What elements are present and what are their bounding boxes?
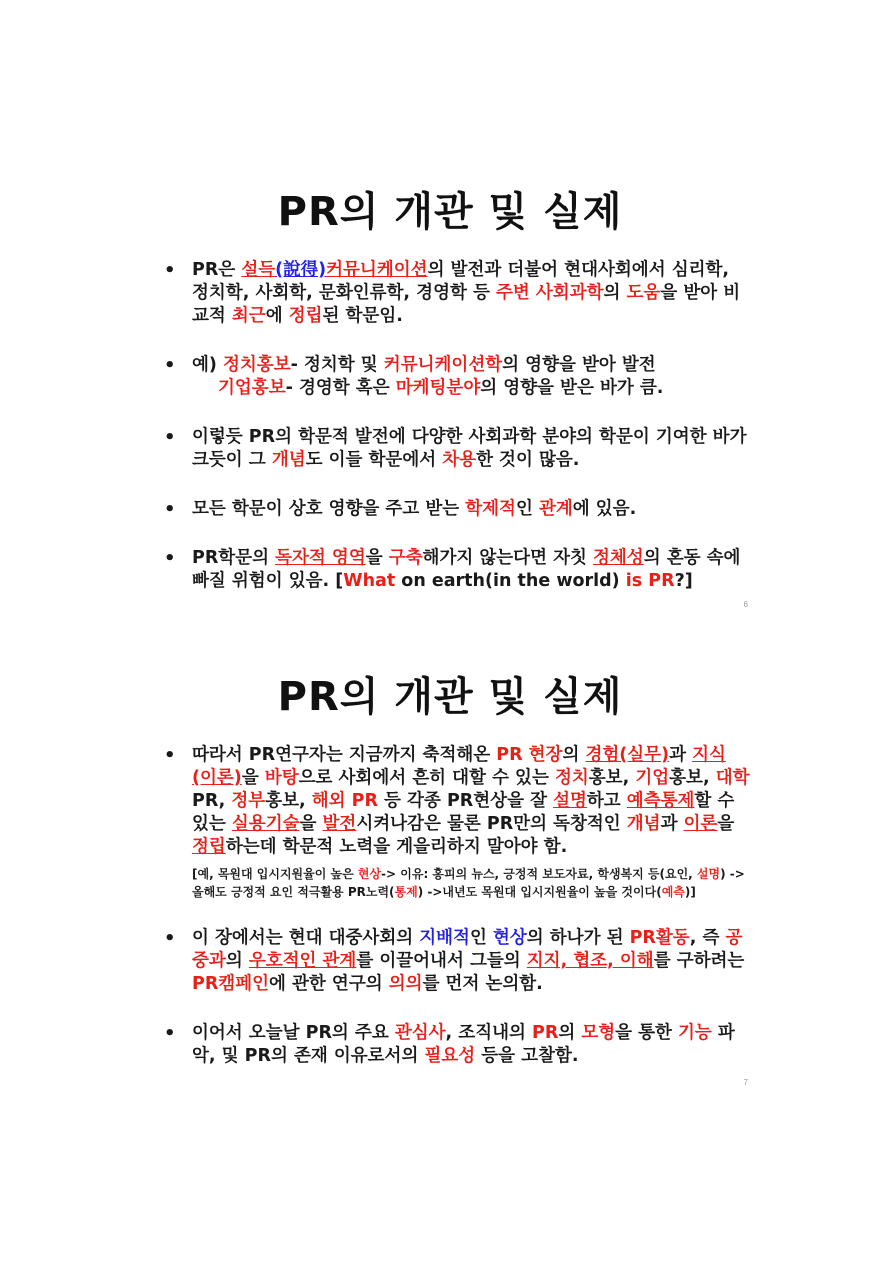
highlighted-term: What	[343, 571, 396, 591]
highlighted-term: 필요성	[424, 1046, 476, 1066]
highlighted-term: 정치홍보	[223, 355, 291, 375]
text-run: 을	[717, 814, 735, 834]
text-run: 을	[241, 768, 265, 788]
text-run: PR,	[192, 791, 232, 811]
highlighted-term: 커뮤니케이션	[326, 260, 428, 280]
text-run: 홍보,	[588, 768, 636, 788]
highlighted-term: 설명	[553, 791, 587, 811]
text-run: 시켜나감은 물론 PR만의 독창적인	[356, 814, 627, 834]
highlighted-term: 구축	[388, 548, 423, 568]
text-run: 된 학문임.	[322, 306, 403, 326]
highlighted-term: 지지, 협조, 이해	[526, 951, 654, 971]
slide-1	[150, 180, 750, 619]
bullet-item	[150, 354, 750, 400]
highlighted-term: 설득	[241, 260, 276, 280]
text-run: , 즉	[689, 928, 726, 948]
text-run: 파악, 및 PR의 존재 이유로서의	[192, 1023, 735, 1066]
text-run: 의 발전과 더불어 현대사회에서 심리학, 정치학, 사회학, 문화인류학, 경영학 등	[192, 260, 730, 303]
text-run: - 정치학 및	[290, 355, 384, 375]
text-run: )]	[684, 885, 696, 899]
text-run: ) ->내년도 목원대 입시지원율이 높을 것이다(	[417, 885, 662, 899]
text-run: ) -> 올해도 긍정적 요인 적극활용 PR노력(	[192, 867, 745, 899]
text-run: ?]	[674, 571, 693, 591]
text-run: 에	[265, 306, 289, 326]
text-run: 의	[225, 951, 249, 971]
highlighted-term: 경험(실무)	[585, 745, 670, 765]
highlighted-term: 주변 사회과학	[495, 283, 604, 303]
highlighted-term: 현상	[357, 867, 382, 881]
bullet-item	[150, 547, 750, 593]
highlighted-term: 정치	[554, 768, 589, 788]
highlighted-term: 의의	[388, 974, 423, 994]
text-run: 의	[562, 745, 586, 765]
text-run: 에 있음.	[572, 499, 637, 519]
text-run: 를 구하려는	[653, 951, 745, 971]
highlighted-term: 예측	[661, 885, 685, 899]
bullet-list	[150, 744, 750, 1068]
highlighted-term: 개념	[626, 814, 661, 834]
text-run: PR학문의	[192, 548, 276, 568]
highlighted-term: 지배적	[419, 928, 470, 948]
text-run: 등을 고찰함.	[475, 1046, 579, 1066]
highlighted-term: PR	[532, 1023, 559, 1043]
text-run: 한 것이 많음.	[476, 450, 580, 470]
highlighted-term: 도움	[626, 283, 661, 303]
highlighted-term: 공중과	[192, 928, 743, 971]
highlighted-term: 예측통제	[626, 791, 695, 811]
highlighted-term: 정부	[231, 791, 266, 811]
text-run: 을 받아 비교적	[192, 283, 741, 326]
page-number: 7	[743, 1078, 748, 1087]
text-run: 의	[603, 283, 627, 303]
bullet-line	[192, 377, 750, 400]
bullet-list	[150, 259, 750, 593]
text-run: 과	[669, 745, 693, 765]
slide-title: PR의 개관 및 실제	[277, 189, 623, 235]
highlighted-term: (說得)	[275, 260, 327, 280]
text-run: 등 각종 PR현상을 잘	[377, 791, 554, 811]
highlighted-term: 해외 PR	[311, 791, 378, 811]
highlighted-term: 통제	[394, 885, 418, 899]
text-run: 모든 학문이 상호 영향을 주고 받는	[192, 499, 466, 519]
text-run: 홍보,	[669, 768, 716, 788]
highlighted-term: PR캠페인	[192, 974, 270, 994]
text-run: 을	[365, 548, 389, 568]
slide-2	[150, 665, 750, 1094]
highlighted-term: 모형	[581, 1023, 616, 1043]
highlighted-term: 정립	[288, 306, 323, 326]
bullet-text	[192, 745, 750, 857]
text-run: 이어서 오늘날 PR의 주요	[192, 1023, 395, 1043]
text-run: 이렇듯 PR의 학문적 발전에 다양한 사회과학 분야의 학문이 기여한 바가 크듯이 그	[192, 427, 747, 470]
text-run: 를 먼저 논의함.	[422, 974, 543, 994]
text-run: on earth(in the world)	[395, 571, 626, 591]
text-run: 따라서 PR연구자는 지금까지 축적해온	[192, 745, 497, 765]
text-run: 인	[469, 928, 493, 948]
highlighted-term: 관심사	[394, 1023, 446, 1043]
bullet-item	[150, 744, 750, 901]
text-run: 을	[299, 814, 323, 834]
highlighted-term: 기능	[678, 1023, 712, 1043]
slide-title: PR의 개관 및 실제	[277, 674, 623, 720]
text-run: 의 영향을 받은 바가 큼.	[480, 378, 664, 398]
highlighted-term: 현상	[492, 928, 527, 948]
text-run: 해가지 않는다면 자칫	[422, 548, 593, 568]
highlighted-term: 커뮤니케이션학	[383, 355, 503, 375]
bullet-item	[150, 259, 750, 328]
highlighted-term: 바탕	[264, 768, 299, 788]
text-run: 의 영향을 받아 발전	[502, 355, 656, 375]
text-run: , 조직내의	[445, 1023, 532, 1043]
bullet-line	[192, 355, 656, 375]
text-run: 하고	[586, 791, 627, 811]
example-note	[192, 865, 750, 901]
bullet-item	[150, 498, 750, 521]
highlighted-term: 관계	[538, 499, 573, 519]
page-number: 6	[743, 600, 748, 609]
highlighted-term: PR활동	[629, 928, 690, 948]
highlighted-term: 학제적	[465, 499, 516, 519]
highlighted-term: 개념	[271, 450, 306, 470]
text-run: 예)	[192, 355, 223, 375]
text-run: 하는데 학문적 노력을 게을리하지 말아야 함.	[225, 837, 568, 857]
text-run: - 경영학 혹은	[285, 378, 396, 398]
highlighted-term: 설명	[696, 867, 721, 881]
text-run: 을 통한	[615, 1023, 679, 1043]
bullet-item	[150, 927, 750, 996]
text-run: 이 장에서는 현대 대중사회의	[192, 928, 420, 948]
text-run: 를 이끌어내서 그들의	[356, 951, 527, 971]
highlighted-term: PR 현장	[496, 745, 563, 765]
text-run: 과	[660, 814, 684, 834]
highlighted-term: 기업홍보	[218, 378, 286, 398]
text-run: 도 이들 학문에서	[305, 450, 443, 470]
highlighted-term: 독자적 영역	[275, 548, 366, 568]
highlighted-term: 발전	[322, 814, 357, 834]
highlighted-term: 기업	[635, 768, 670, 788]
highlighted-term: 최근	[231, 306, 266, 326]
text-run: [예, 목원대 입시지원율이 높은	[192, 867, 358, 881]
highlighted-term: is PR	[625, 571, 675, 591]
text-run: 의 하나가 된	[526, 928, 630, 948]
highlighted-term: 실용기술	[231, 814, 300, 834]
text-run: 의 혼동 속에 빠질 위험이 있음. [	[192, 548, 741, 591]
highlighted-term: 정체성	[592, 548, 644, 568]
text-run: 의	[558, 1023, 582, 1043]
highlighted-term: 정립	[192, 837, 226, 857]
highlighted-term: 이론	[683, 814, 718, 834]
bullet-item	[150, 426, 750, 472]
text-run: 홍보,	[265, 791, 312, 811]
highlighted-term: 차용	[442, 450, 477, 470]
text-run: PR은	[192, 260, 242, 280]
text-run: 할 수 있는	[192, 791, 735, 834]
text-run: 으로 사회에서 흔히 대할 수 있는	[298, 768, 555, 788]
highlighted-term: 지식(이론)	[192, 745, 726, 788]
text-run: 인	[515, 499, 539, 519]
highlighted-term: 대학	[715, 768, 750, 788]
text-run: -> 이유: 홍피의 뉴스, 긍정적 보도자료, 학생복지 등(요인,	[381, 867, 697, 881]
bullet-item	[150, 1022, 750, 1068]
text-run: 에 관한 연구의	[269, 974, 389, 994]
highlighted-term: 우호적인 관계	[248, 951, 357, 971]
highlighted-term: 마케팅분야	[395, 378, 481, 398]
